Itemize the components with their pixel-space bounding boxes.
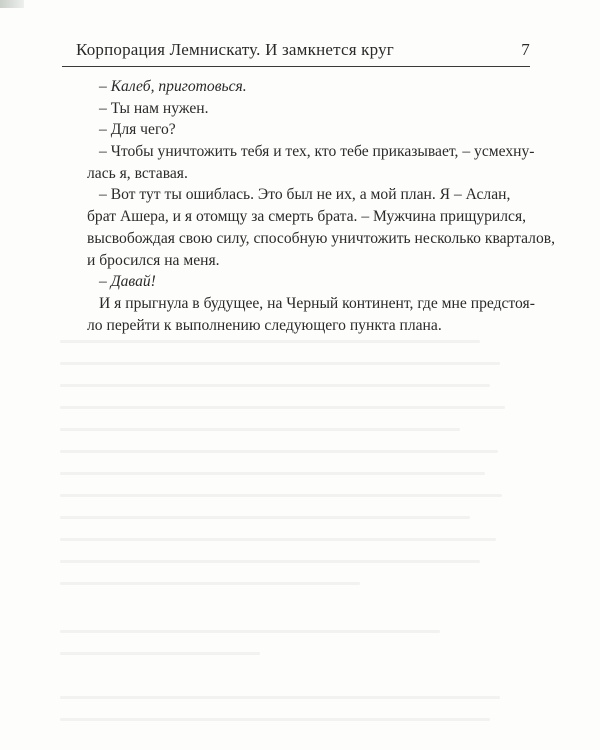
page-number: 7 — [521, 40, 530, 59]
text-line: – Ты нам нужен. — [99, 99, 209, 117]
text-line: ло перейти к выполнению следующего пункта плана. — [87, 316, 442, 334]
text-line: лась я, вставая. — [87, 164, 188, 182]
text-line — [87, 76, 509, 98]
text-line: брат Ашера, и я отомщу за смерть брата. – Мужчина прищурился, — [87, 208, 527, 226]
text-line: высвобождая свою силу, способную уничтожить несколько кварталов, — [87, 229, 556, 247]
text-line — [87, 271, 509, 293]
italic-line: – Калеб, приготовься. — [99, 78, 247, 95]
book-title: Корпорация Лемнискату. И замкнется круг — [76, 40, 394, 59]
italic-line: – Давай! — [99, 273, 156, 291]
text-line: – Чтобы уничтожить тебя и тех, кто тебе приказывает, – усмехну- — [99, 143, 535, 161]
text-line: – Для чего? — [99, 121, 176, 139]
header-rule — [62, 66, 530, 67]
text-line: и бросился на меня. — [87, 251, 220, 269]
show-through-text — [60, 300, 520, 730]
text-line: И я прыгнула в будущее, на Черный континент, где мне предстоя- — [99, 294, 535, 312]
page-body — [87, 76, 556, 336]
text-line: – Вот тут ты ошиблась. Это был не их, а мой план. Я – Аслан, — [99, 186, 511, 204]
corner-mark — [0, 0, 24, 8]
running-header — [62, 34, 530, 64]
